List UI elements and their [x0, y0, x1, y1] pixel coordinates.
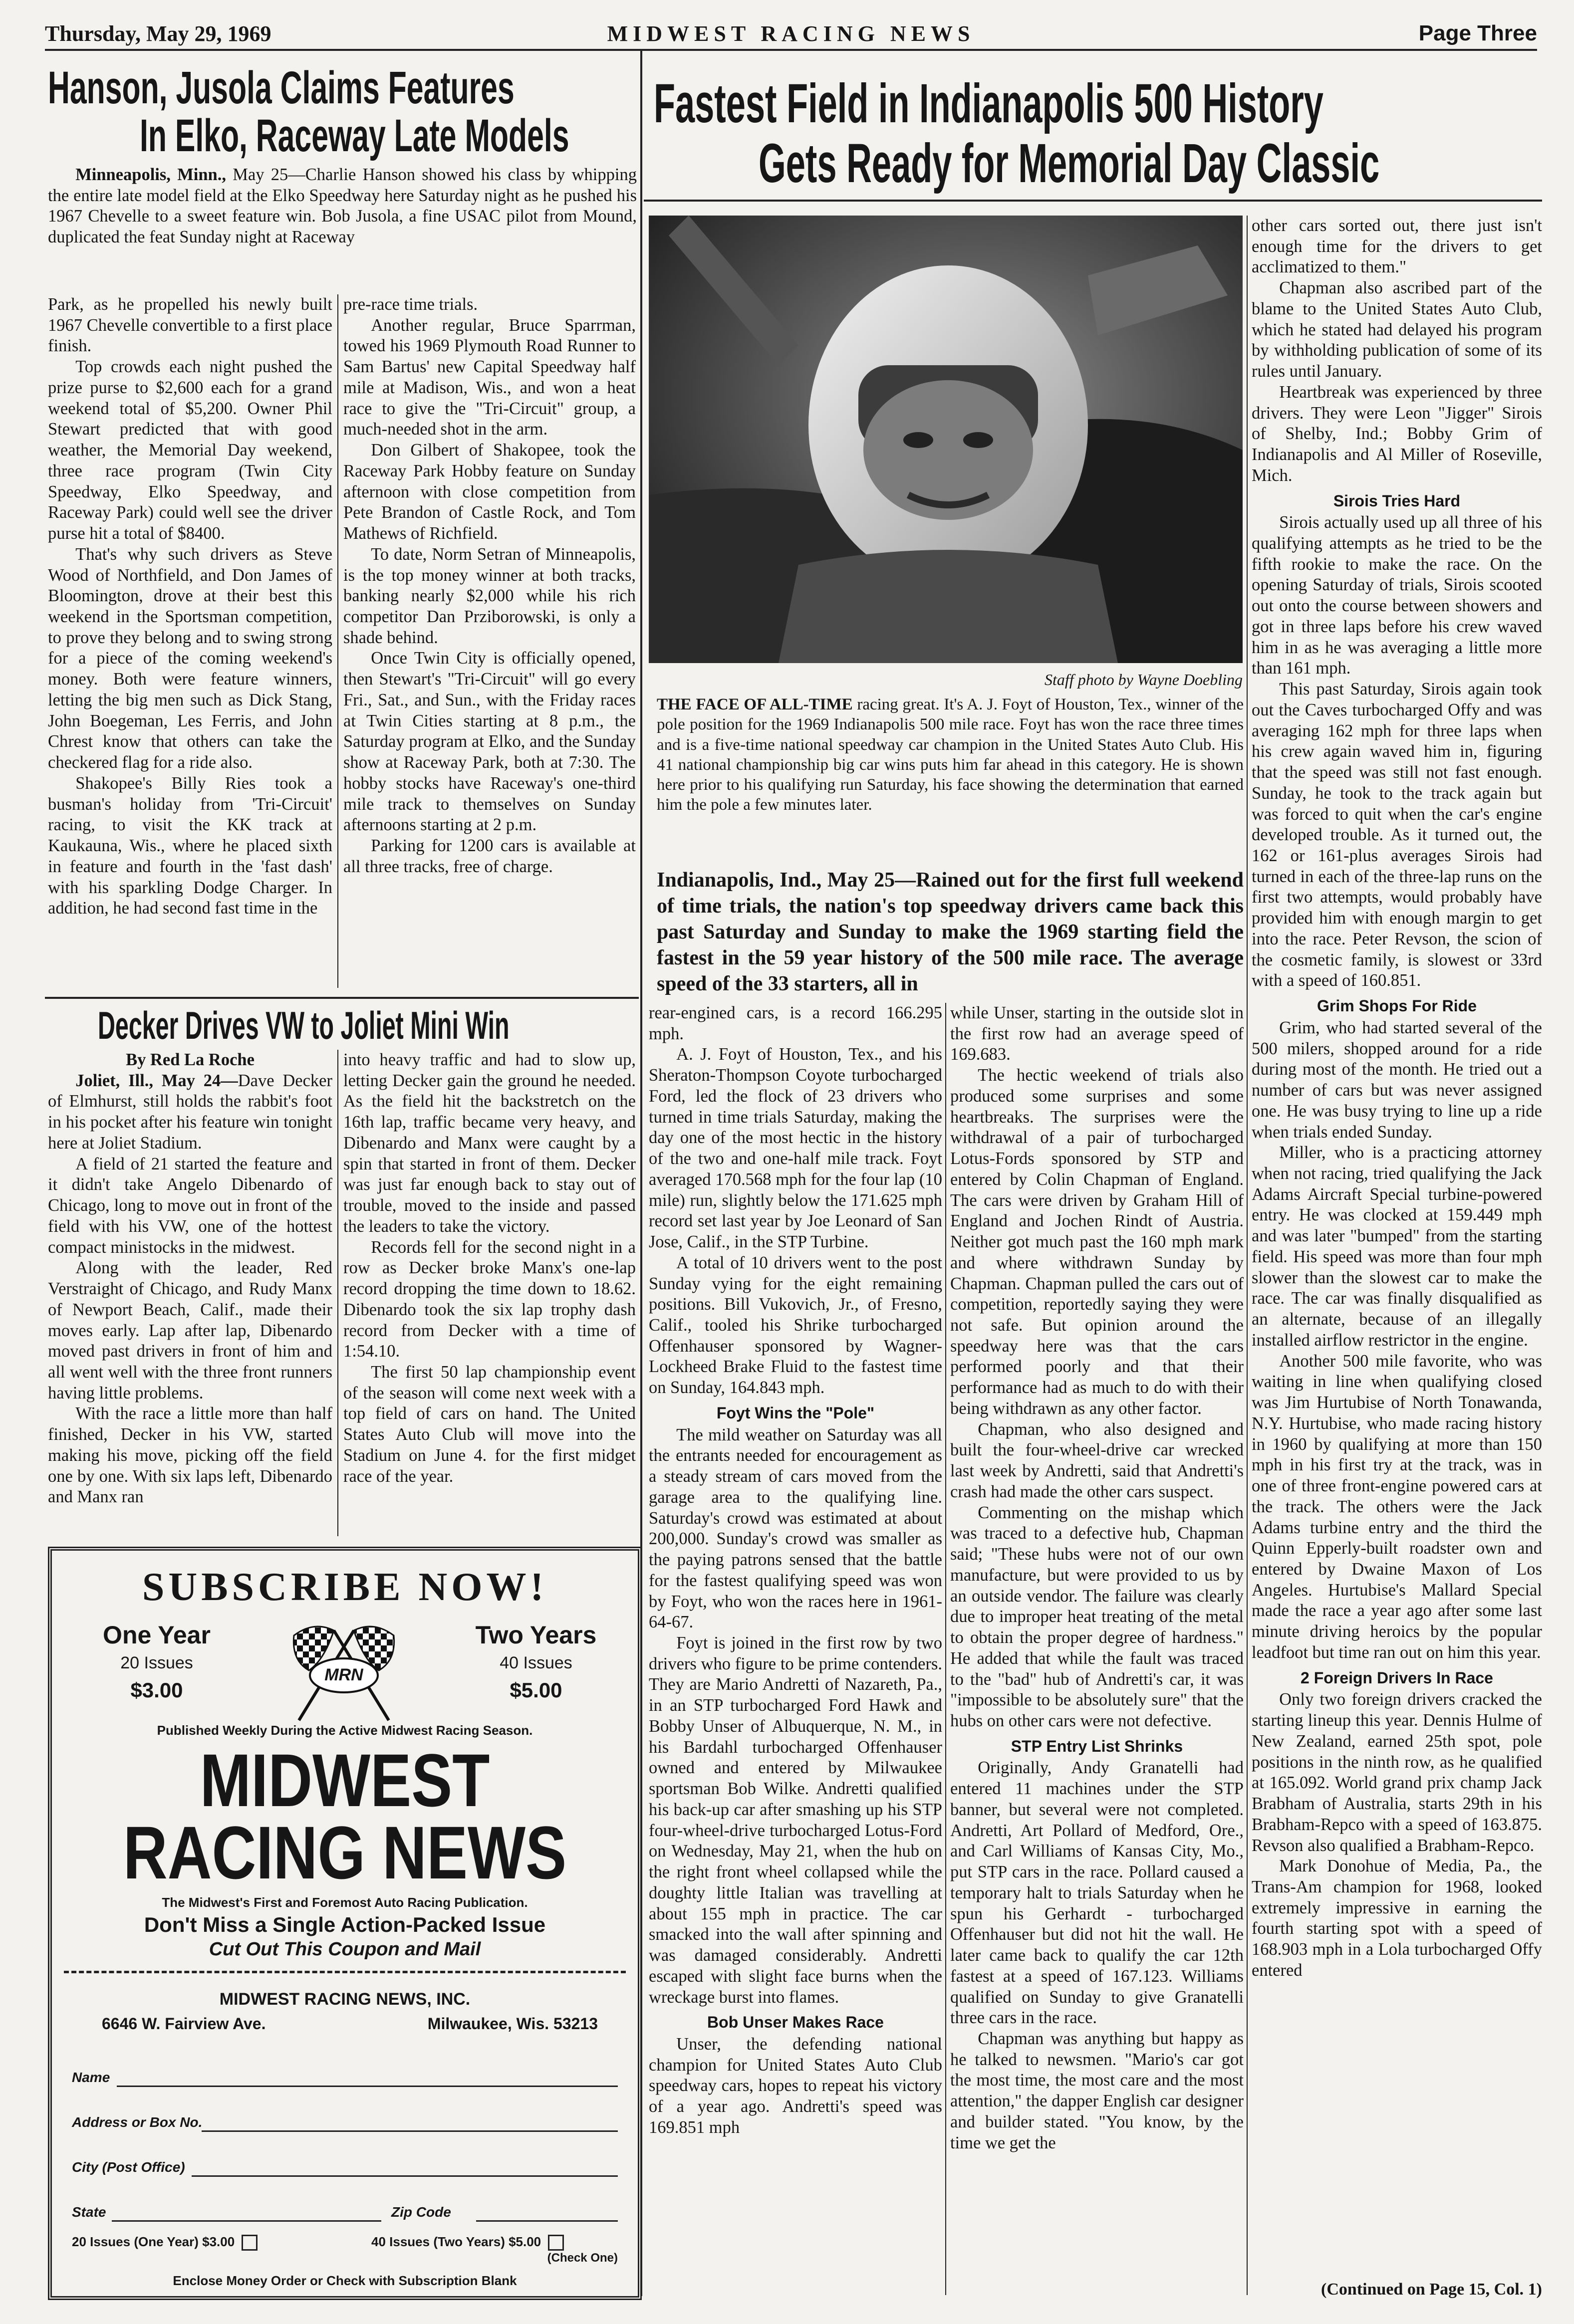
continued-note: (Continued on Page 15, Col. 1): [1321, 2280, 1542, 2299]
paragraph: Shakopee's Billy Ries took a busman's holiday from 'Tri-Circuit' racing, to visit the KK track at Kaukauna, Wis., where he placed sixth in feature and fourth in the 'fast dash' with his sparkling Dodge Charger. In addition, he had second fast time in the: [48, 773, 332, 918]
decker-divider: [337, 1050, 338, 1536]
paragraph: Along with the leader, Red Verstraight of Chicago, and Rudy Manx of Newport Beach, Calif., made their moves early. Lap after lap, Dibenardo moved past drivers in front of him and all went well with the three front runners having little problems.: [48, 1258, 332, 1402]
paragraph: Mark Donohue of Media, Pa., the Trans-Am champion for 1968, looked extremely impressive in earning the fourth starting spot with a speed of 168.903 mph in a Lola turbocharged Offy entered: [1252, 1857, 1542, 1980]
paragraph: The hectic weekend of trials also produced some surprises and some heartbreaks. The surprises were the withdrawal of a pair of turbocharged Lotus-Fords sponsored by STP and entered by Colin Chapman of England. The cars were driven by Graham Hill of England and Jochen Rindt of Austria. Neither got much past the 160 mph mark and where withdrawn Sunday by Chapman. Chapman pulled the cars out of competition, reportedly saying they were not safe. But opinion around the speedway here was that the cars performed poorly and that their performance had as much to do with their being withdrawn as any other factor.: [950, 1066, 1244, 1418]
paragraph: Another regular, Bruce Sparrman, towed his 1969 Plymouth Road Runner to Sam Bartus' new Capital Speedway half mile at Madison, Wis., and won a heat race to give the "Tri-Circuit" group, a much-needed shot in the arm.: [343, 315, 636, 439]
two-year-checkbox[interactable]: [548, 2235, 564, 2251]
paragraph: other cars sorted out, there just isn't enough time for the drivers to get acclimatized to them.": [1252, 216, 1542, 277]
state-field[interactable]: [112, 2220, 381, 2222]
address-label: Address or Box No.: [72, 2114, 203, 2130]
paragraph: Chapman, who also designed and built the four-wheel-drive car wrecked last week by Andretti, said that Andretti's crash had made the other cars suspect.: [950, 1419, 1244, 1501]
paragraph: That's why such drivers as Steve Wood of Northfield, and Don James of Bloomington, drove at their best this weekend in the Sportsman competition, to prove they belong and to swing strong for a piece of the coming weekend's money. Both were feature winners, letting the big men such as Dick Stang, John Boegeman, Les Ferris, and John Chrest know that others can take the checkered flag for a ride also.: [48, 544, 332, 772]
photo-caption: [657, 695, 1244, 855]
name-field[interactable]: [117, 2086, 618, 2087]
issue-date: Thursday, May 29, 1969: [45, 21, 271, 46]
indy-lead: [657, 867, 1244, 1002]
hanson-intro-text: May 25—Charlie Hanson showed his class by whipping the entire late model field at the Elko Speedway here Saturday night as he pushed his 1967 Chevelle to a sweet feature win. Bob Jusola, a fine USAC pilot from Mound, duplicated the feat Sunday night at Raceway: [48, 165, 637, 247]
coupon-cut-out: Cut Out This Coupon and Mail: [209, 1939, 481, 1960]
paragraph: Heartbreak was experienced by three drivers. They were Leon "Jigger" Sirois of Shelby, Ind.; Bobby Grim of Indianapolis and Al Miller of Roseville, Mich.: [1252, 382, 1542, 485]
hanson-divider: [337, 294, 338, 988]
caption-lead: THE FACE OF ALL-TIME: [657, 696, 853, 713]
paragraph: Miller, who is a practicing attorney when not racing, tried qualifying the Jack Adams Aircraft Special turbine-powered entry. He was clocked at 159.449 mph and was later "bumped" from the starting field. His speed was more than four mph slower than the slowest car to make the race. The car was finally disqualified as an alternate, because of an illegally installed airflow restrictor in the engine.: [1252, 1143, 1542, 1350]
enclose-note: Enclose Money Order or Check with Subscription Blank: [173, 2273, 517, 2288]
name-label: Name: [72, 2070, 110, 2085]
one-year-price: $3.00: [130, 1678, 183, 1702]
hanson-dateline: Minneapolis, Minn.,: [75, 165, 226, 184]
company-city: Milwaukee, Wis. 53213: [427, 2015, 598, 2033]
zip-label: Zip Code: [391, 2204, 451, 2220]
subhead-sirois: Sirois Tries Hard: [1333, 491, 1461, 510]
hanson-intro: [48, 165, 637, 292]
subhead-bob-unser: Bob Unser Makes Race: [707, 2013, 884, 2032]
paragraph: rear-engined cars, is a record 166.295 mph.: [649, 1003, 942, 1043]
indy-column-3: [1252, 216, 1542, 2276]
page-number: Page Three: [1418, 21, 1537, 45]
paragraph: Foyt is joined in the first row by two drivers who figure to be prime contenders. They are Mario Andretti of Nazareth, Pa., in an STP turbocharged Ford Hawk and Bobby Unser of Albuquerque, N. M., in his Bardahl turbocharged Offenhauser owned and entered by Milwaukee sportsman Bob Wilke. Andretti qualified his back-up car after smashing up his STP four-wheel-drive turbocharged Lotus-Ford on Wednesday, May 21, when the hub on the right front wheel collapsed while the doughty little Italian was travelling at about 155 mph in practice. The car smacked into the wall after spinning and was damaged considerably. Andretti escaped with slight face burns when the wreckage burst into flames.: [649, 1633, 942, 2007]
hanson-column-2: [343, 294, 636, 993]
subscription-coupon: [48, 1547, 642, 2300]
paragraph: Parking for 1200 cars is available at all three tracks, free of charge.: [343, 836, 636, 876]
subhead-foyt-pole: Foyt Wins the "Pole": [716, 1403, 875, 1422]
company-street: 6646 W. Fairview Ave.: [102, 2015, 266, 2033]
logo-text: MRN: [324, 1665, 363, 1684]
paragraph: Only two foreign drivers cracked the starting lineup this year. Dennis Hulme of New Zealand, earned 25th spot, pole positions in the ninth row, as he qualified at 165.092. World grand prix champ Jack Brabham of Australia, starts 29th in his Brabham-Repco with a speed of 163.875. Revson also qualified a Brabham-Repco.: [1252, 1690, 1542, 1855]
paragraph: Chapman was anything but happy as he talked to newsmen. "Mario's car got the most time, the most care and the most attention," the dapper English car designer and builder stated. "You know, by the time we get the: [950, 2029, 1244, 2152]
subhead-foreign: 2 Foreign Drivers In Race: [1301, 1668, 1493, 1687]
paragraph: Chapman also ascribed part of the blame to the United States Auto Club, which he stated had delayed his program by withholding publication of some of its rules until January.: [1252, 278, 1542, 381]
indy-divider-2: [1247, 216, 1248, 2295]
paragraph: Commenting on the mishap which was traced to a defective hub, Chapman said; "These hubs were not of our own manufacture, but were provided to us by an outside vendor. The failure was clearly due to improper heat treating of the metal to obtain the proper degree of hardness." He added that while the fault was traced to the "bad" hub of Andretti's car, it was "impossible to be absolutely sure" that the hubs on other cars were not defective.: [950, 1503, 1244, 1730]
indy-lead-text: Rained out for the first full weekend of time trials, the nation's top speedway drivers came back this past Saturday and Sunday to make the 1969 starting field the fastest in the 59 year history of the 500 mile race. The average speed of the 33 starters, all in: [657, 869, 1244, 996]
paragraph: A field of 21 started the feature and it didn't take Angelo Dibenardo of Chicago, long to move out in front of the field with his VW, one of the hottest compact ministocks in the midwest.: [48, 1154, 332, 1257]
paragraph: Top crowds each night pushed the prize purse to $2,600 each for a grand weekend total of $5,200. Owner Phil Stewart predicted that with good weather, the Memorial Day weekend, three race program (Twin City Speedway, Elko Speedway, and Raceway Park) could well see the driver purse hit a total of $8400.: [48, 357, 332, 543]
paragraph: into heavy traffic and had to slow up, letting Decker gain the ground he needed. As the field hit the backstretch on the 16th lap, traffic became very heavy, and Dibenardo and Manx were caught by a spin that started in front of them. Decker was just far enough back to stay out of trouble, moved to the inside and passed the leaders to take the victory.: [343, 1050, 636, 1236]
coupon-title: SUBSCRIBE NOW!: [142, 1565, 548, 1609]
one-year-label: One Year: [103, 1621, 211, 1649]
one-year-checkbox[interactable]: [242, 2235, 258, 2251]
paragraph: Grim, who had started several of the 500 milers, shopped around for a ride during most of the month. He tried out a number of cars but was never assigned one. He was busy trying to line up a ride when trials ended Sunday.: [1252, 1018, 1542, 1142]
coupon-big-racing-news: RACING NEWS: [123, 1811, 567, 1894]
two-year-label: Two Years: [475, 1621, 597, 1649]
check-one-note: (Check One): [547, 2251, 618, 2265]
indy-column-1: [649, 1003, 942, 2300]
city-field[interactable]: [192, 2175, 618, 2177]
published-note: Published Weekly During the Active Midwest Racing Season.: [157, 1723, 533, 1738]
paper-name: MIDWEST RACING NEWS: [607, 21, 975, 46]
two-year-issues: 40 Issues: [500, 1653, 572, 1672]
checkered-flags-logo: [279, 1616, 409, 1725]
decker-dateline: Joliet, Ill., May 24—: [75, 1071, 238, 1090]
indy-column-2: [950, 1003, 1244, 2300]
caption-text: racing great. It's A. J. Foyt of Houston, Tex., winner of the pole position for the 1969 Indianapolis 500 mile race. Foyt has won the race three times and is a five-time national speedway car champion in the United States Auto Club. His 41 national championship big car wins puts him far ahead in this category. He is shown here prior to his qualifying run Saturday, his face showing the determination that earned him the pole a few minutes later.: [657, 696, 1244, 814]
option-two-year: [371, 2234, 564, 2251]
paragraph: Dave Decker of Elmhurst, still holds the rabbit's foot in his pocket after his feature win tonight here at Joliet Stadium.: [48, 1071, 332, 1153]
indy-divider-1: [945, 1003, 946, 2295]
zip-field[interactable]: [476, 2220, 618, 2222]
decker-headline: Decker Drives VW to Joliet Mini Win: [98, 1003, 510, 1047]
paragraph: The mild weather on Saturday was all the entrants needed for encouragement as a steady stream of cars moved from the garage area to the qualifying line. Saturday's crowd was estimated at about 200,000. Sunday's crowd was smaller as the paying patrons sensed that the battle for the fastest qualifying speed was won by Foyt, who won the races here in 1961-64-67.: [649, 1425, 942, 1632]
subhead-grim: Grim Shops For Ride: [1316, 997, 1477, 1015]
section-rule: [45, 997, 639, 999]
coupon-big-midwest: MIDWEST: [200, 1738, 490, 1822]
cut-line: [64, 1971, 626, 1973]
indy-headline-line2: Gets Ready for Memorial Day Classic: [759, 133, 1380, 194]
option-one-year-label: 20 Issues (One Year) $3.00: [72, 2234, 235, 2249]
one-year-issues: 20 Issues: [120, 1653, 193, 1672]
subhead-stp-entry: STP Entry List Shrinks: [1011, 1737, 1183, 1755]
masthead: [45, 18, 1537, 51]
decker-column-1: [48, 1050, 332, 1541]
city-label: City (Post Office): [72, 2159, 185, 2175]
paragraph: To date, Norm Setran of Minneapolis, is the top money winner at both tracks, banking nearly $2,000 while his rich competitor Dan Prziborowski, is only a shade behind.: [343, 544, 636, 647]
option-two-year-label: 40 Issues (Two Years) $5.00: [371, 2234, 541, 2249]
paragraph: while Unser, starting in the outside slot in the first row had an average speed of 169.683.: [950, 1003, 1244, 1064]
paragraph: Park, as he propelled his newly built 1967 Chevelle convertible to a first place finish.: [48, 295, 332, 356]
paragraph: Once Twin City is officially opened, then Stewart's "Tri-Circuit" will go every Fri., Sat., and Sun., with the Friday races at Twin Cities starting at 8 p.m., the Saturday program at Elko, and the Sunday show at Raceway Park, both at 7:30. The hobby stocks have Raceway's one-third mile track to themselves on Sunday afternoons starting at 2 p.m.: [343, 649, 636, 835]
paragraph: The first 50 lap championship event of the season will come next week with a top field of cars on hand. The United States Auto Club will move into the Stadium on June 4. for the first midget race of the year.: [343, 1363, 636, 1486]
decker-byline: By Red La Roche: [126, 1050, 255, 1069]
paragraph: Originally, Andy Granatelli had entered 11 machines under the STP banner, but several were not completed. Andretti, Art Pollard of Medford, Ore., and Carl Williams of Kansas City, Mo., put STP cars in the race. Pollard caused a temporary halt to trials Saturday when he spun his Gerhardt - turbocharged Offenhauser but did not hit the wall. He later came back to qualify the car 12th fastest at a speed of 167.123. Williams qualified on Sunday to give Granatelli three cars in the race.: [950, 1758, 1244, 2028]
photo-credit: Staff photo by Wayne Doebling: [1045, 671, 1243, 689]
paragraph: A. J. Foyt of Houston, Tex., and his Sheraton-Thompson Coyote turbocharged Ford, led the flock of 23 drivers who turned in time trials Saturday, making the day one of the most hectic in the history of the two and one-half mile track. Foyt averaged 170.568 mph for the four lap (10 mile) run, slightly below the 171.625 mph record set last year by Joe Leonard of San Jose, Calif., in the STP Turbine.: [649, 1045, 942, 1252]
paragraph: Sirois actually used up all three of his qualifying attempts as he tried to be the fifth rookie to make the race. On the opening Saturday of trials, Sirois scooted out onto the course between showers and got in three laps before his crew waved him in as he was averaging a little more than 161 mph.: [1252, 513, 1542, 678]
paragraph: pre-race time trials.: [343, 295, 478, 314]
coupon-tagline: The Midwest's First and Foremost Auto Racing Publication.: [162, 1895, 528, 1910]
paragraph: With the race a little more than half finished, Decker in his VW, started making his move, picking off the field one by one. With six laps left, Dibenardo and Manx ran: [48, 1404, 332, 1507]
paragraph: Records fell for the second night in a row as Decker broke Manx's one-lap record dropping the time down to 18.62. Dibenardo took the six lap trophy dash record from Decker with a time of 1:54.10.: [343, 1237, 636, 1361]
indy-dateline: Indianapolis, Ind., May 25—: [657, 869, 916, 892]
state-label: State: [72, 2204, 106, 2220]
section-rule: [644, 200, 1542, 202]
coupon-dont-miss: Don't Miss a Single Action-Packed Issue: [144, 1913, 546, 1936]
paragraph: A total of 10 drivers went to the post Sunday vying for the eight remaining positions. Bill Vukovich, Jr., of Fresno, Calif., tooled his Shrike turbocharged Offenhauser sponsored by Wagner-Lockheed Brake Fluid to the fastest time on Sunday, 164.843 mph.: [649, 1253, 942, 1397]
paragraph: Another 500 mile favorite, who was waiting in line when qualifying closed was Jim Hurtubise of North Tonawanda, N.Y. Hurtubise, who made racing history in 1960 by qualifying at more than 150 mph in his first try at the track, was in one of three front-engine powered cars at the track. The others were the Jack Adams turbine entry and the third the Quinn Epperly-built roadster own and entered by Dwaine Maxon of Los Angeles. Hurtubise's Mallard Special made the race a year ago after some last minute driving heroics by the popular leadfoot but time ran out on him this year.: [1252, 1351, 1542, 1662]
option-one-year: [72, 2234, 258, 2251]
driver-photo-icon: [649, 216, 1243, 663]
indy-headline-line1: Fastest Field in Indianapolis 500 History: [654, 73, 1323, 134]
hanson-headline-line1: Hanson, Jusola Claims Features: [48, 62, 515, 113]
paragraph: Don Gilbert of Shakopee, took the Raceway Park Hobby feature on Sunday afternoon with close competition from Pete Brandon of Castle Rock, and Tom Mathews of Richfield.: [343, 441, 636, 543]
hanson-column-1: [48, 294, 332, 993]
paragraph: This past Saturday, Sirois again took out the Caves turbocharged Offy and was averaging 162 mph for three laps when his crew again waved him in, figuring that the speed was still not fast enough. Sunday, he took to the track again but was forced to quit when the car's engine developed trouble. As it turned out, the 162 or 161-plus averages Sirois had turned in each of the three-lap runs on the first two attempts, would probably have provided him with enough margin to get into the race. Peter Revson, the scion of the cosmetic family, is slowest or 33rd with a speed of 160.851.: [1252, 680, 1542, 990]
company-name: MIDWEST RACING NEWS, INC.: [219, 1990, 471, 2009]
address-field[interactable]: [202, 2130, 618, 2132]
decker-column-2: [343, 1050, 636, 1541]
hanson-headline-line2: In Elko, Raceway Late Models: [140, 110, 569, 161]
two-year-price: $5.00: [510, 1678, 562, 1702]
paragraph: Unser, the defending national champion for United States Auto Club speedway cars, hopes to repeat his victory of a year ago. Andretti's speed was 169.851 mph: [649, 2034, 942, 2137]
photo-aj-foyt: [649, 216, 1243, 663]
